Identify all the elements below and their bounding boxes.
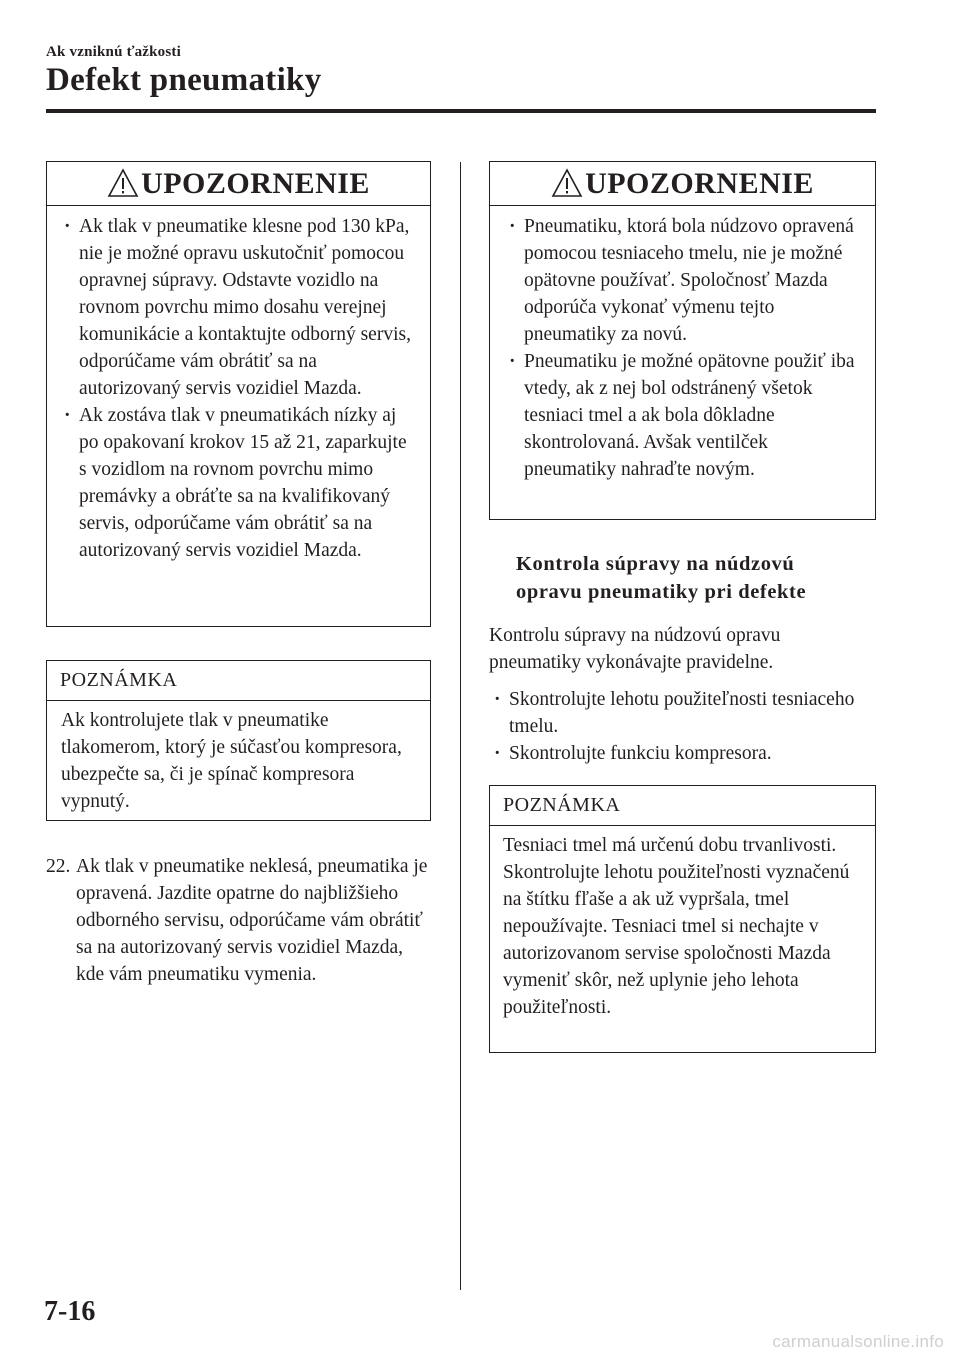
step-text: Ak tlak v pneumatike neklesá, pneumatika je opravená. Jazdite opatrne do najbližšieho odborného servisu, odporúčame vám obrátiť sa na autorizovaný servis vozidiel Mazda, kde vám pneumatiku vymenia.: [76, 856, 428, 985]
page-number: 7-16: [44, 1296, 96, 1327]
left-warning-title: UPOZORNENIE: [141, 166, 370, 200]
right-warning-list: [504, 213, 863, 483]
page-title: Defekt pneumatiky: [46, 62, 322, 98]
step-item: [46, 853, 431, 988]
right-warning-box: [489, 161, 876, 520]
section-subheading: Kontrola súpravy na núdzovú opravu pneumatiky pri defekte: [516, 553, 807, 603]
list-item: · Skontrolujte lehotu použiteľnosti tesniaceho tmelu.: [489, 686, 876, 740]
section-label: Ak vzniknú ťažkosti: [46, 44, 181, 60]
list-item: · Ak zostáva tlak v pneumatikách nízky aj po opakovaní krokov 15 až 21, zaparkujte s vozidlom na rovnom povrchu mimo premávky a obráťte sa na kvalifikovaný servis, odporúčame vám obrátiť sa na autorizovaný servis vozidiel Mazda.: [59, 402, 418, 564]
warning-triangle-icon: [107, 168, 139, 198]
warning-triangle-icon: [551, 168, 583, 198]
left-note-box: [46, 660, 431, 821]
column-divider: [460, 162, 461, 1290]
intro-paragraph: Kontrolu súpravy na núdzovú opravu pneumatiky vykonávajte pravidelne.: [489, 625, 781, 673]
list-item: · Skontrolujte funkciu kompresora.: [489, 740, 876, 767]
right-warning-title: UPOZORNENIE: [585, 166, 814, 200]
right-note-header: POZNÁMKA: [490, 786, 875, 826]
list-item: · Pneumatiku je možné opätovne použiť iba vtedy, ak z nej bol odstránený všetok tesniaci tmel a ak bola dôkladne skontrolovaná. Avšak ventilček pneumatiky nahraďte novým.: [504, 348, 863, 483]
right-note-box: [489, 785, 876, 1053]
left-warning-header: [47, 162, 430, 206]
left-note-header: POZNÁMKA: [47, 661, 430, 701]
check-list: [489, 686, 876, 767]
step-number: 22.: [46, 856, 71, 877]
left-note-text: Ak kontrolujete tlak v pneumatike tlakomerom, ktorý je súčasťou kompresora, ubezpečte sa, či je spínač kompresora vypnutý.: [61, 710, 402, 812]
right-warning-header: [490, 162, 875, 206]
list-item: · Ak tlak v pneumatike klesne pod 130 kPa, nie je možné opravu uskutočniť pomocou opravnej súpravy. Odstavte vozidlo na rovnom povrchu mimo dosahu verejnej komunikácie a kontaktujte odborný servis, odporúčame vám obrátiť sa na autorizovaný servis vozidiel Mazda.: [59, 213, 418, 402]
watermark: carmanualsonline.info: [772, 1332, 944, 1351]
left-warning-list: [59, 213, 418, 564]
right-note-text: Tesniaci tmel má určenú dobu trvanlivosti. Skontrolujte lehotu použiteľnosti vyznačenú na štítku fľaše a ak už vypršala, tmel nepoužívajte. Tesniaci tmel si nechajte v autorizovanom servise spoločnosti Mazda vymeniť skôr, než uplynie jeho lehota použiteľnosti.: [503, 835, 850, 1018]
list-item: · Pneumatiku, ktorá bola núdzovo opravená pomocou tesniaceho tmelu, nie je možné opätovne používať. Spoločnosť Mazda odporúča vykonať výmenu tejto pneumatiky za novú.: [504, 213, 863, 348]
left-warning-box: [46, 161, 431, 627]
header-rule: [46, 109, 876, 113]
